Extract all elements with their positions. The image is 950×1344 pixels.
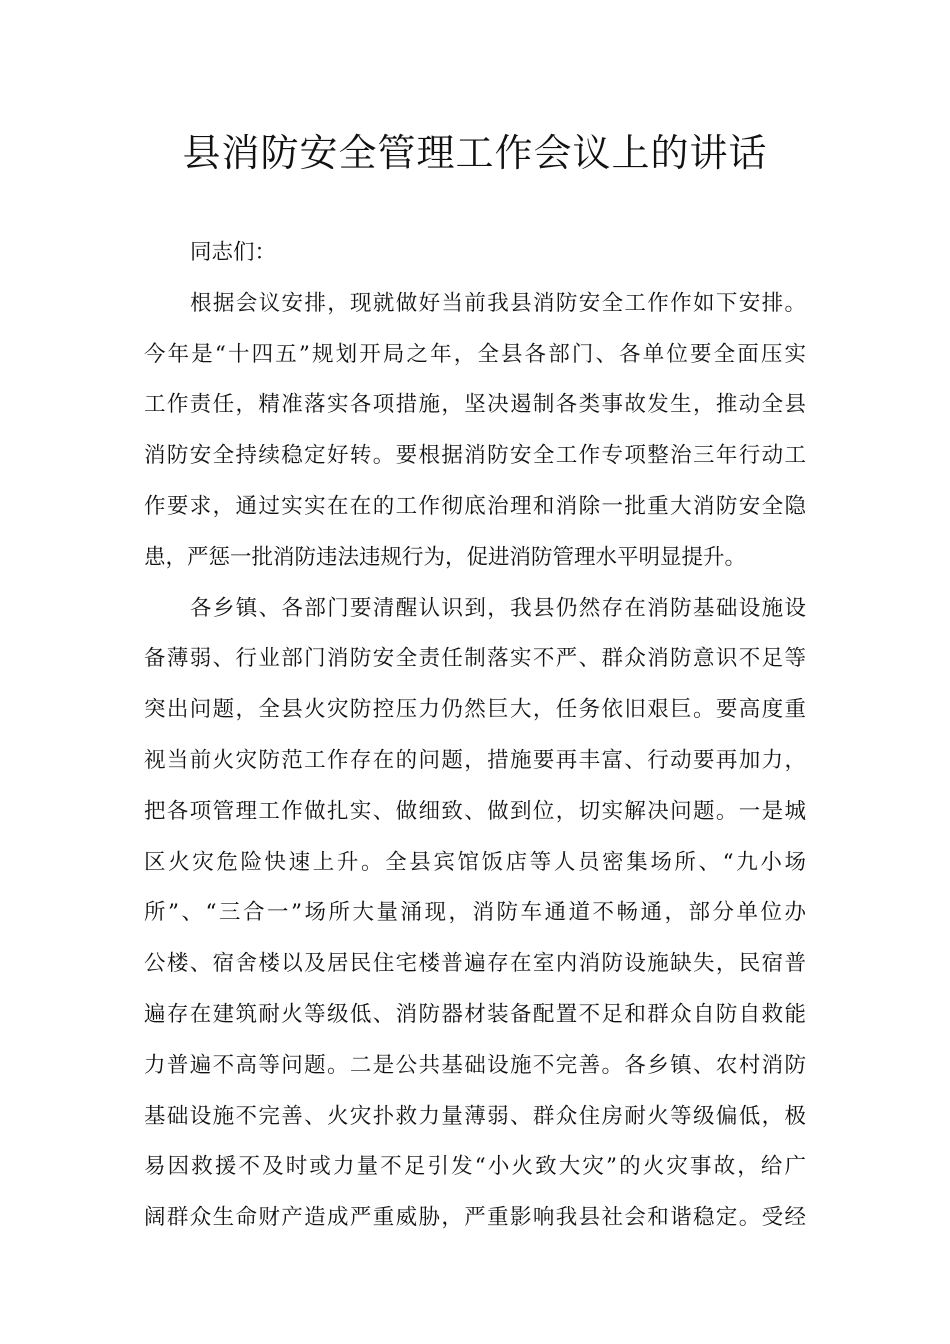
text-line: 患，严惩一批消防违法违规行为，促进消防管理水平明显提升。 <box>144 544 747 570</box>
text-line: 作要求，通过实实在在的工作彻底治理和消除一批重大消防安全隐 <box>144 493 806 519</box>
salutation-line: 同志们： <box>190 240 277 265</box>
text-line: 基础设施不完善、火灾扑救力量薄弱、群众住房耐火等级偏低，极 <box>144 1103 806 1129</box>
text-line: 区火灾危险快速上升。全县宾馆饭店等人员密集场所、“九小场 <box>144 849 806 875</box>
text-line: 视当前火灾防范工作存在的问题，措施要再丰富、行动要再加力， <box>144 747 806 773</box>
text-line: 工作责任，精准落实各项措施，坚决遏制各类事故发生，推动全县 <box>144 392 806 418</box>
text-line: 今年是“十四五”规划开局之年，全县各部门、各单位要全面压实 <box>144 341 806 367</box>
text-line: 突出问题，全县火灾防控压力仍然巨大，任务依旧艰巨。要高度重 <box>144 697 806 723</box>
text-line: 公楼、宿舍楼以及居民住宅楼普遍存在室内消防设施缺失，民宿普 <box>144 951 806 977</box>
text-line: 消防安全持续稳定好转。要根据消防安全工作专项整治三年行动工 <box>144 443 806 469</box>
document-body <box>144 228 806 1244</box>
text-line: 把各项管理工作做扎实、做细致、做到位，切实解决问题。一是城 <box>144 798 806 824</box>
text-line: 易因救援不及时或力量不足引发“小火致大灾”的火灾事故，给广 <box>144 1154 806 1180</box>
text-line: 阔群众生命财产造成严重威胁，严重影响我县社会和谐稳定。受经 <box>144 1205 806 1231</box>
text-line: 力普遍不高等问题。二是公共基础设施不完善。各乡镇、农村消防 <box>144 1052 806 1078</box>
document-title: 县消防安全管理工作会议上的讲话 <box>182 131 768 175</box>
text-line: 所”、“三合一”场所大量涌现，消防车通道不畅通，部分单位办 <box>144 900 806 926</box>
text-line: 备薄弱、行业部门消防安全责任制落实不严、群众消防意识不足等 <box>144 646 806 672</box>
text-line: 根据会议安排，现就做好当前我县消防安全工作作如下安排。 <box>190 290 806 316</box>
text-line: 遍存在建筑耐火等级低、消防器材装备配置不足和群众自防自救能 <box>144 1001 806 1027</box>
text-line: 各乡镇、各部门要清醒认识到，我县仍然存在消防基础设施设 <box>190 595 806 621</box>
